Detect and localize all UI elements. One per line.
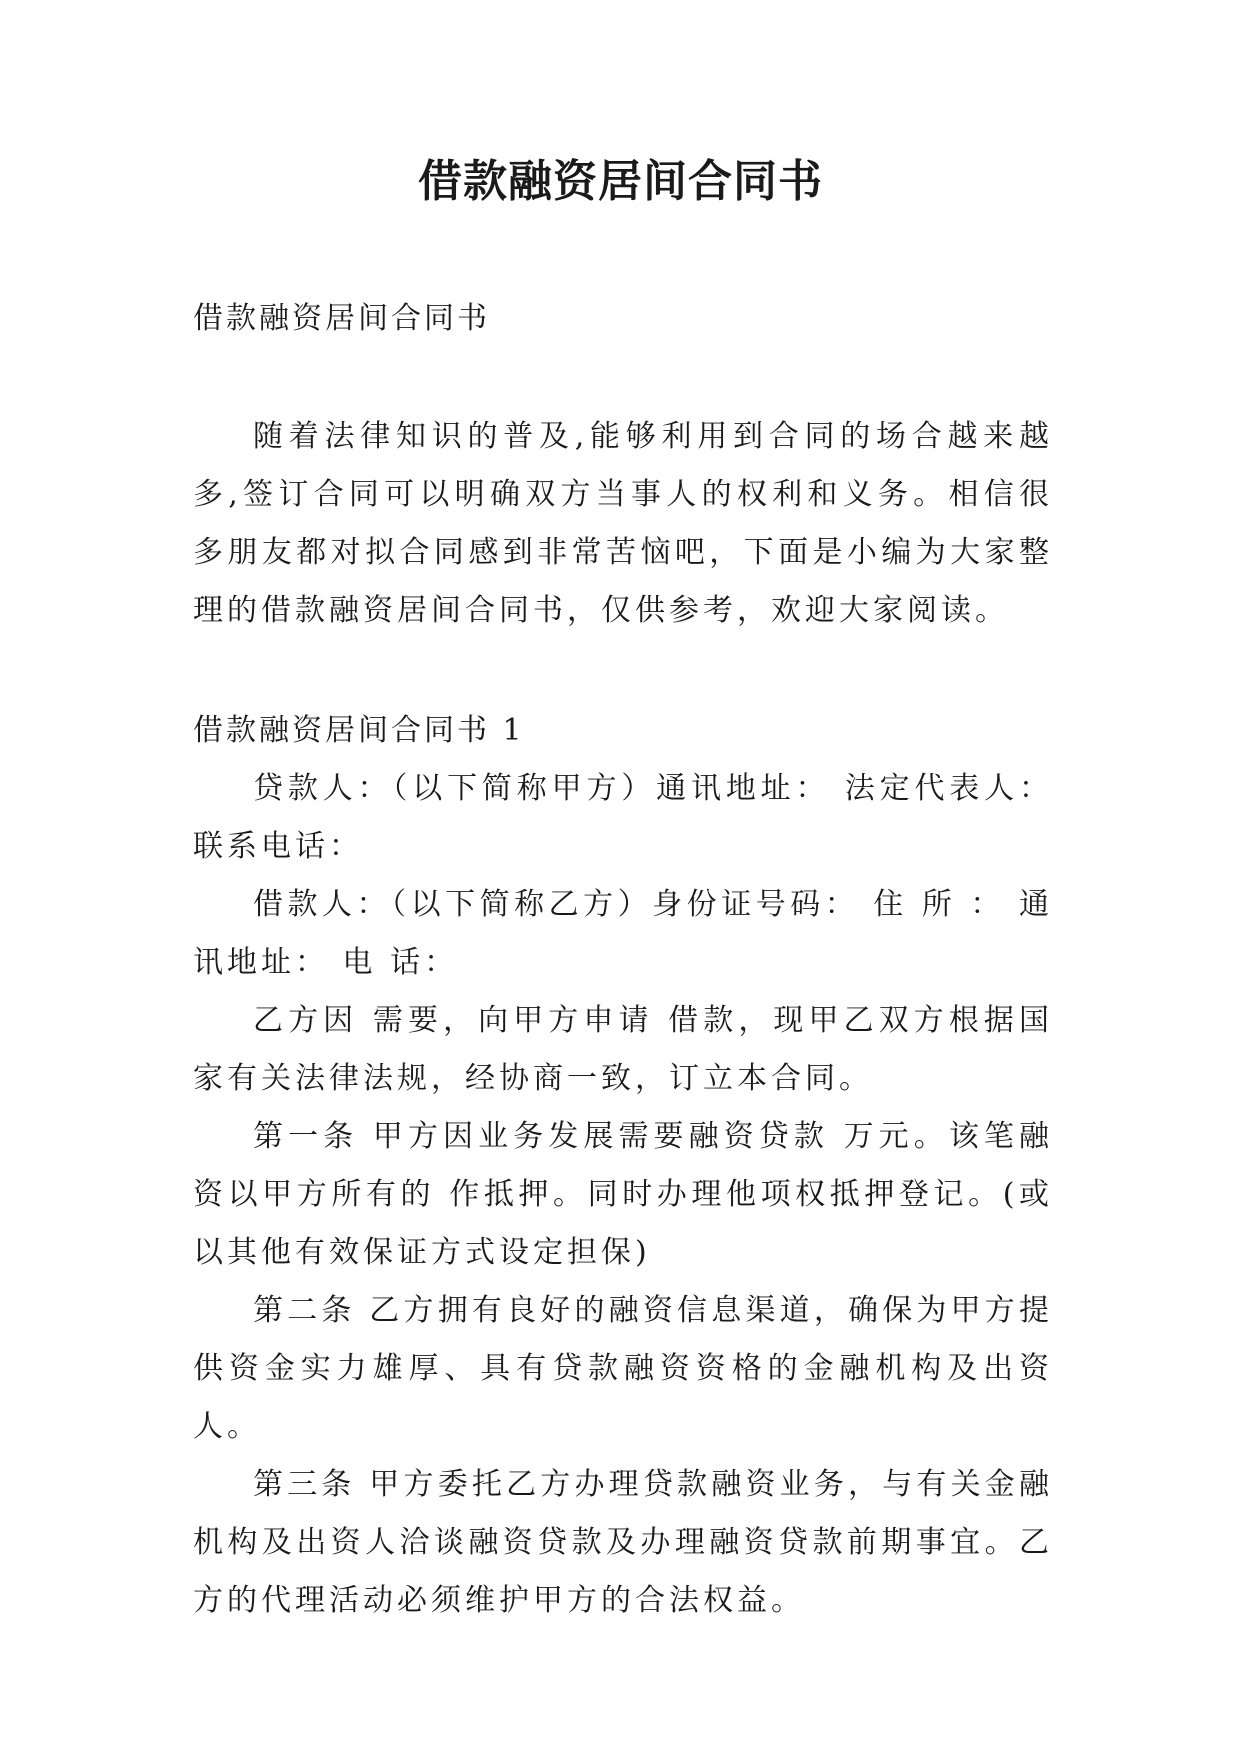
article-1-paragraph: 第一条 甲方因业务发展需要融资贷款 万元。该笔融资以甲方所有的 作抵押。同时办理他项权抵押登记。(或以其他有效保证方式设定担保) (193, 1119, 1053, 1270)
section-heading: 借款融资居间合同书 1 (193, 713, 525, 748)
document-subtitle: 借款融资居间合同书 (193, 301, 490, 336)
intro-paragraph: 随着法律知识的普及,能够利用到合同的场合越来越多,签订合同可以明确双方当事人的权利和义务。相信很多朋友都对拟合同感到非常苦恼吧，下面是小编为大家整理的借款融资居间合同书，仅供参考，欢迎大家阅读。 (193, 419, 1053, 628)
article-2-paragraph: 第二条 乙方拥有良好的融资信息渠道，确保为甲方提供资金实力雄厚、具有贷款融资资格的金融机构及出资人。 (193, 1293, 1053, 1444)
borrower-info-paragraph: 借款人：（以下简称乙方）身份证号码： 住 所 ： 通讯地址： 电 话： (193, 887, 1053, 980)
preamble-paragraph: 乙方因 需要，向甲方申请 借款，现甲乙双方根据国家有关法律法规，经协商一致，订立本合同。 (193, 1003, 1053, 1096)
document-title: 借款融资居间合同书 (418, 156, 823, 207)
lender-info-paragraph: 贷款人：（以下简称甲方）通讯地址： 法定代表人：联系电话： (193, 771, 1053, 864)
document-body (193, 290, 1053, 1630)
article-3-paragraph: 第三条 甲方委托乙方办理贷款融资业务，与有关金融机构及出资人洽谈融资贷款及办理融资贷款前期事宜。乙方的代理活动必须维护甲方的合法权益。 (193, 1467, 1053, 1618)
